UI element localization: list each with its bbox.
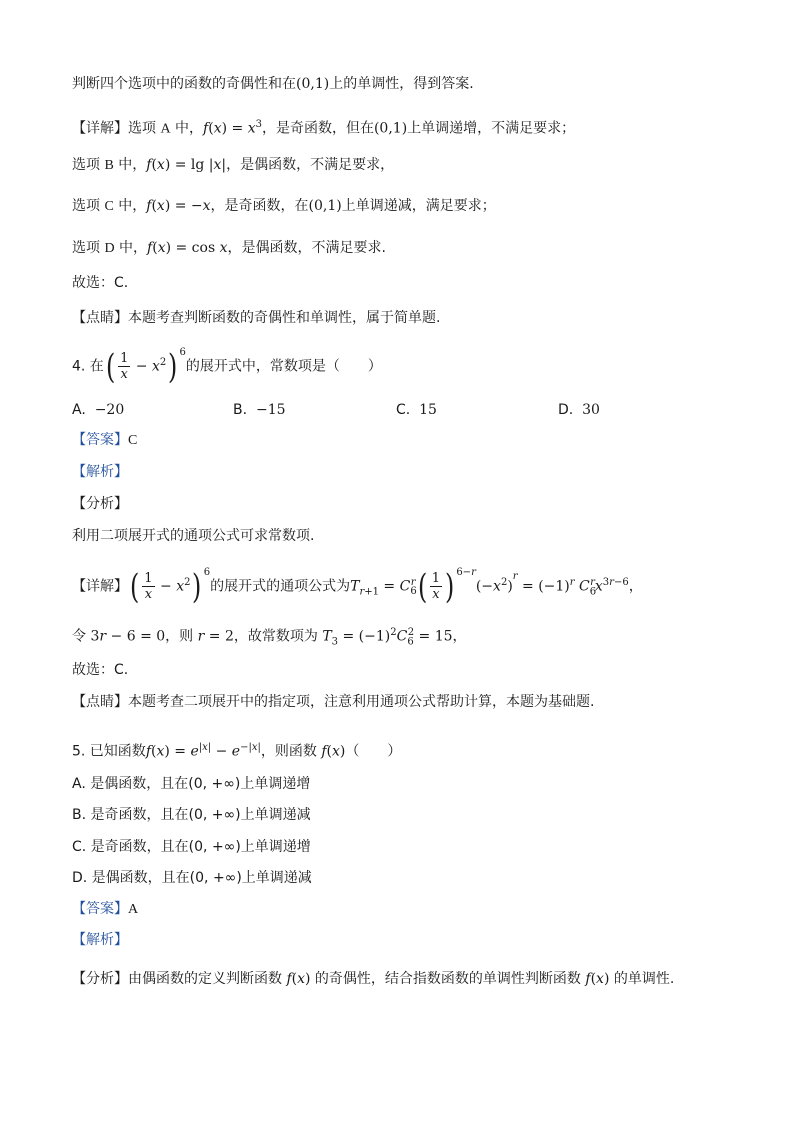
q4-fenxi-tag: 【分析】 (72, 496, 128, 512)
q3-comment: 【点睛】本题考查判断函数的奇偶性和单调性，属于简单题. (72, 310, 441, 326)
detail-tag: 【详解】 (72, 120, 128, 137)
q5-option-b: B. 是奇函数，且在(0, +∞)上单调递减 (72, 807, 311, 823)
fenxi-tag: 【分析】 (72, 971, 128, 987)
q3-detail-c: 选项 C 中，f(x) = −x，是奇函数，在(0,1)上单调递减，满足要求； (72, 198, 496, 214)
q3-intro: 判断四个选项中的函数的奇偶性和在(0,1)上的单调性，得到答案. (72, 76, 474, 92)
q5-stem: 5. 已知函数$f(x) = e^{|x|} - e^{-|x|}$，则函数 f(x)（ ） (72, 742, 402, 760)
q5-option-a: A. 是偶函数，且在(0, +∞)上单调递增 (72, 776, 311, 792)
q4-option-b: B. −15 (233, 402, 286, 418)
detail-tag: 【详解】 (72, 578, 128, 595)
q5-option-c: C. 是奇函数，且在(0, +∞)上单调递增 (72, 839, 311, 855)
q5-option-d: D. 是偶函数，且在(0, +∞)上单调递减 (72, 870, 312, 886)
q3-detail-a: 【详解】选项 A 中，$f(x) = x^3$，是奇函数，但在(0,1)上单调递增，不满足要求； (72, 119, 576, 137)
answer-tag: 【答案】 (72, 432, 128, 448)
q4-option-d: D. 30 (558, 402, 600, 418)
q4-choose: 故选：C. (72, 662, 129, 678)
q5-fenxi: 【分析】由偶函数的定义判断函数 f(x) 的奇偶性，结合指数函数的单调性判断函数 f(x) 的单调性. (72, 971, 675, 987)
q4-answer: 【答案】C (72, 432, 138, 448)
q5-analysis-tag: 【解析】 (72, 932, 128, 948)
comment-tag: 【点睛】 (72, 694, 128, 710)
q4-detail: 【详解】( $\frac{1}{x}$ − $x^2$) $^6$的展开式的通项公式为$T_{r+1} = C_6^r$( $\frac{1}{x}$ ) $^{6-r}(-x^2)^r = (-1)^r$ $C_6^rx^{3r-6}$， (72, 566, 643, 607)
q4-fenxi: 利用二项展开式的通项公式可求常数项. (72, 528, 315, 544)
q4-option-a: A. −20 (72, 402, 125, 418)
q4-analysis-tag: 【解析】 (72, 464, 128, 480)
q4-step: 令 3r − 6 = 0，则 r = 2，故常数项为 $T_3 = (-1)^2C_6^2 = 15$， (72, 627, 467, 648)
answer-tag: 【答案】 (72, 901, 128, 917)
q4-stem: 4. 在( $\frac{1}{x}$ − $x^2$) $^6$的展开式中，常数项是（ ） (72, 346, 382, 387)
q3-choose: 故选：C. (72, 275, 129, 291)
q4-comment: 【点睛】本题考查二项展开中的指定项，注意利用通项公式帮助计算，本题为基础题. (72, 694, 595, 710)
q3-detail-d: 选项 D 中，f(x) = cos x，是偶函数，不满足要求. (72, 240, 386, 256)
q4-option-c: C. 15 (396, 402, 437, 418)
comment-tag: 【点睛】 (72, 310, 128, 326)
q5-answer: 【答案】A (72, 901, 139, 917)
q3-detail-b: 选项 B 中，f(x) = lg |x|，是偶函数，不满足要求， (72, 157, 395, 173)
